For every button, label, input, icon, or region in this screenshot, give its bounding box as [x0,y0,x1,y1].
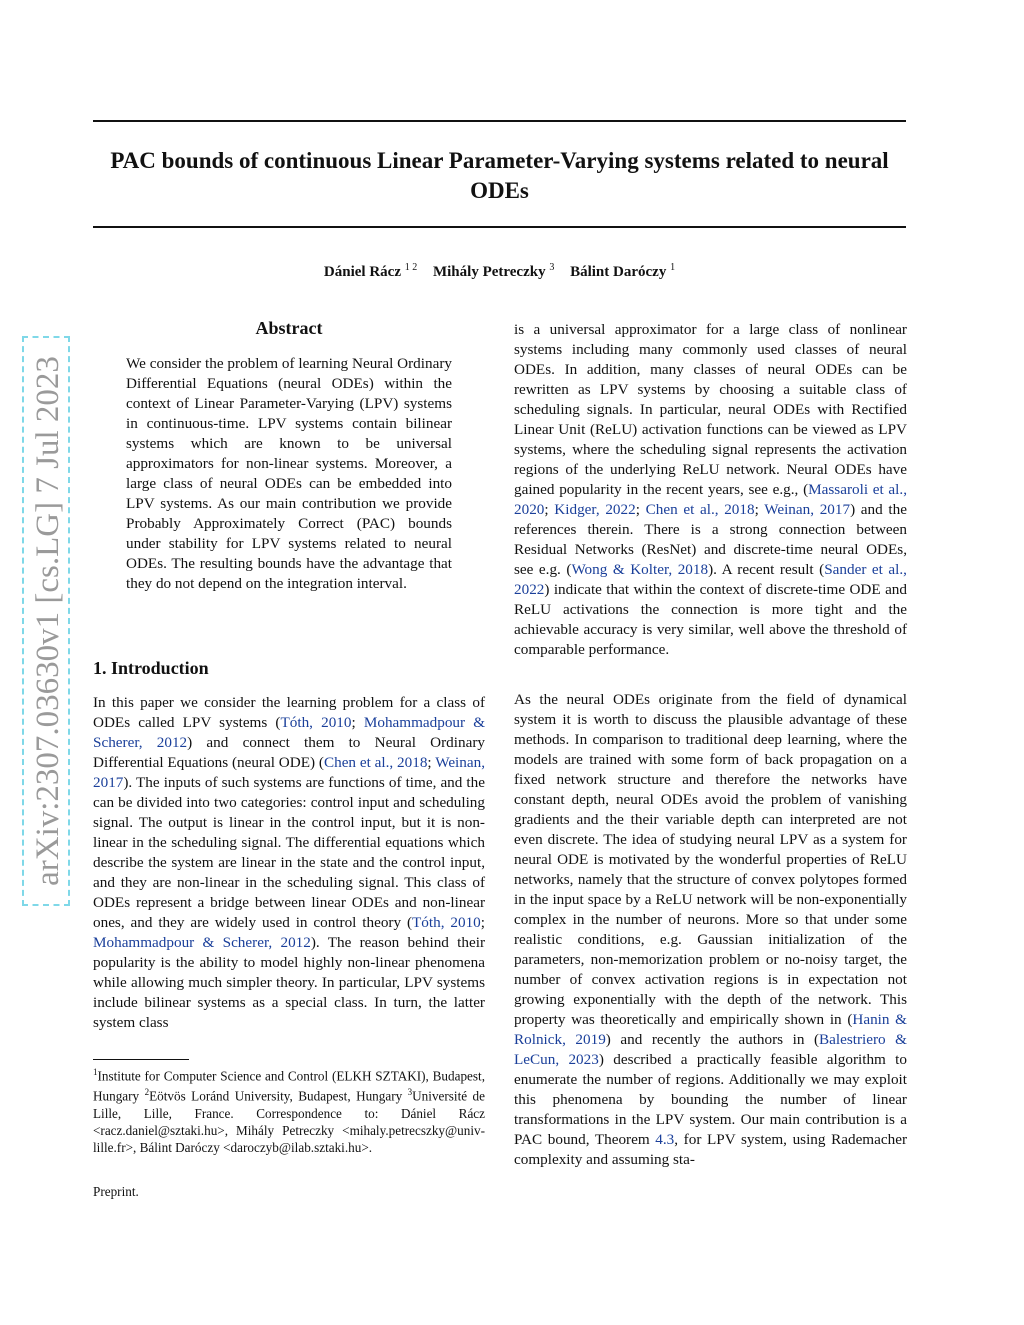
author-name: Dániel Rácz [323,264,401,280]
text-run: ). The reason behind their popularity is the ability to model highly non-linear phenomena while allowing much simpler theory. In particular, LPV systems include bilinear systems as a special class. In turn, the latter system class [93,934,485,1031]
author-affiliation: 1 2 [404,262,418,273]
text-run: ; [351,714,364,731]
abstract-text: We consider the problem of learning Neural Ordinary Differential Equations (neural ODEs) within the context of Linear Parameter-Varying (LPV) systems in continuous-time. LPV systems contain bilinear systems which are known to be universal approximators for non-linear systems. Moreover, a large class of neural ODEs can be embedded into LPV systems. As our main contribution we provide Probably Approximately Correct (PAC) bounds under stability for LPV systems related to neural ODEs. The resulting bounds have the advantage that they do not depend on the integration interval. [126,355,452,592]
citation-link[interactable]: Chen et al., 2018 [323,754,428,771]
arxiv-identifier-stamp: arXiv:2307.03630v1 [cs.LG] 7 Jul 2023 [22,336,70,906]
citation-link[interactable]: Tóth, 2010 [412,914,481,931]
text-run: ) and connect them to Neural Ordinary Differential Equations (neural ODE) ( [93,734,485,771]
text-run: Institute for Computer Science and Control (ELKH SZTAKI), Budapest, Hungary [93,1068,485,1104]
citation-link[interactable]: Hanin & Rolnick, 2019 [514,1011,907,1048]
citation-link[interactable]: Wong & Kolter, 2018 [571,561,709,578]
author [433,264,554,280]
author-name: Mihály Petreczky [432,264,546,280]
citation-link[interactable]: Weinan, 2017 [93,754,486,791]
preprint-label: Preprint. [93,1184,139,1199]
citation-link[interactable]: Mohammadpour & Scherer, 2012 [93,934,311,951]
right-column-paragraph [514,320,907,660]
footnote-marker: 1 [93,1067,98,1077]
text-run: ) and recently the authors in ( [605,1031,820,1048]
footnote-rule [93,1059,189,1060]
title-rule-top [93,120,906,122]
author-list [93,262,906,281]
author-name: Bálint Daróczy [570,264,667,280]
citation-link[interactable]: Mohammadpour & Scherer, 2012 [93,714,486,751]
text-run: , for LPV system, using Rademacher complexity and assuming sta- [514,1131,907,1168]
text-run: ; [544,501,555,518]
text-run: ) described a practically feasible algorithm to enumerate the number of regions. Additionally we may exploit this phenomena by bounding the number of linear transformations in the LPV system. Our main contribution is a PAC bound, Theorem [514,1051,907,1148]
citation-link[interactable]: Tóth, 2010 [280,714,352,731]
text-run: In this paper we consider the learning problem for a class of ODEs called LPV systems ( [93,694,485,731]
text-run: is a universal approximator for a large class of nonlinear systems including many commonly used classes of neural ODEs. In addition, many classes of neural ODEs can be rewritten as LPV systems by choosing a suitable class of scheduling signals. In particular, neural ODEs with Rectified Linear Unit (ReLU) activation functions can be viewed as LPV systems, where the scheduling signal represents the activation regions of the underlying ReLU network. Neural ODEs have gained popularity in the recent years, see e.g., ( [514,321,907,498]
affiliation-footnote [93,1064,485,1156]
intro-paragraph [93,693,485,1033]
citation-link[interactable]: Chen et al., 2018 [645,501,755,518]
text-run: Eötvös Loránd University, Budapest, Hungary [149,1088,408,1104]
text-run: ; [754,501,765,518]
text-run: Université de Lille, Lille, France. Correspondence to: Dániel Rácz <racz.daniel@sztaki.hu>, Mihály Petreczky <mihaly.petrecszky@univ-lille.fr>, Bálint Daróczy <daroczyb@ilab.sztaki.hu>. [93,1088,485,1155]
abstract-heading: Abstract [255,318,323,338]
text-run: ; [480,914,485,931]
title-rule-bottom [93,226,906,228]
citation-link[interactable]: Sander et al., 2022 [514,561,907,598]
text-run: ; [427,754,436,771]
text-run: ). A recent result ( [708,561,825,578]
author [570,264,675,280]
author-affiliation: 3 [549,262,555,273]
citation-link[interactable]: Balestriero & LeCun, 2023 [514,1031,907,1068]
text-run: ) and the references therein. There is a strong connection between Residual Networks (ResNet) and discrete-time neural ODEs, see e.g. ( [514,501,907,578]
text-run: ; [635,501,646,518]
text-run: ). The inputs of such systems are functions of time, and the can be divided into two categories: control input and scheduling signal. The output is linear in the control input, but it is non-linear in the scheduling signal. The differential equations which describe the system are linear in the state and the control input, and they are non-linear in the scheduling signal. This class of ODEs represent a bridge between linear ODEs and non-linear ones, and they are widely used in control theory ( [93,774,485,931]
citation-link[interactable]: Kidger, 2022 [554,501,636,518]
paper-title: PAC bounds of continuous Linear Parameter-Varying systems related to neural ODEs [110,148,889,203]
text-run: As the neural ODEs originate from the field of dynamical system it is worth to discuss the plausible advantage of these methods. In comparison to traditional deep learning, where the models are trained with some form of back propagation on a fixed network structure and therefore the networks have constant depth, neural ODEs avoid the problem of vanishing gradients and the their variable depth can interpreted are not even discrete. The idea of studying neural LPV as a system for neural ODE is motivated by the wonderful properties of ReLU networks, namely that the structure of convex polytopes formed in the input space by a ReLU network will be non-exponentially complex in the number of neurons. More so that under some realistic conditions, e.g. Gaussian initialization of the parameters, non-memorization problem or no-noisy target, the number of convex activation regions is in expectation not growing exponentially with the depth of the network. This property was theoretically and empirically shown in ( [514,691,907,1028]
theorem-reference-link[interactable]: 4.3 [655,1131,675,1148]
author-affiliation: 1 [670,262,676,273]
citation-link[interactable]: Weinan, 2017 [764,501,851,518]
section-heading-introduction: 1. Introduction [93,658,209,678]
right-column-paragraph [514,690,907,1170]
footnote-marker: 3 [407,1087,413,1098]
text-run: ) indicate that within the context of discrete-time ODE and ReLU activations the connection is more tight and the achievable accuracy is very similar, well above the threshold of comparable performance. [514,581,907,658]
author [324,264,417,280]
citation-link[interactable]: Massaroli et al., 2020 [514,481,907,518]
footnote-marker: 2 [144,1087,150,1098]
